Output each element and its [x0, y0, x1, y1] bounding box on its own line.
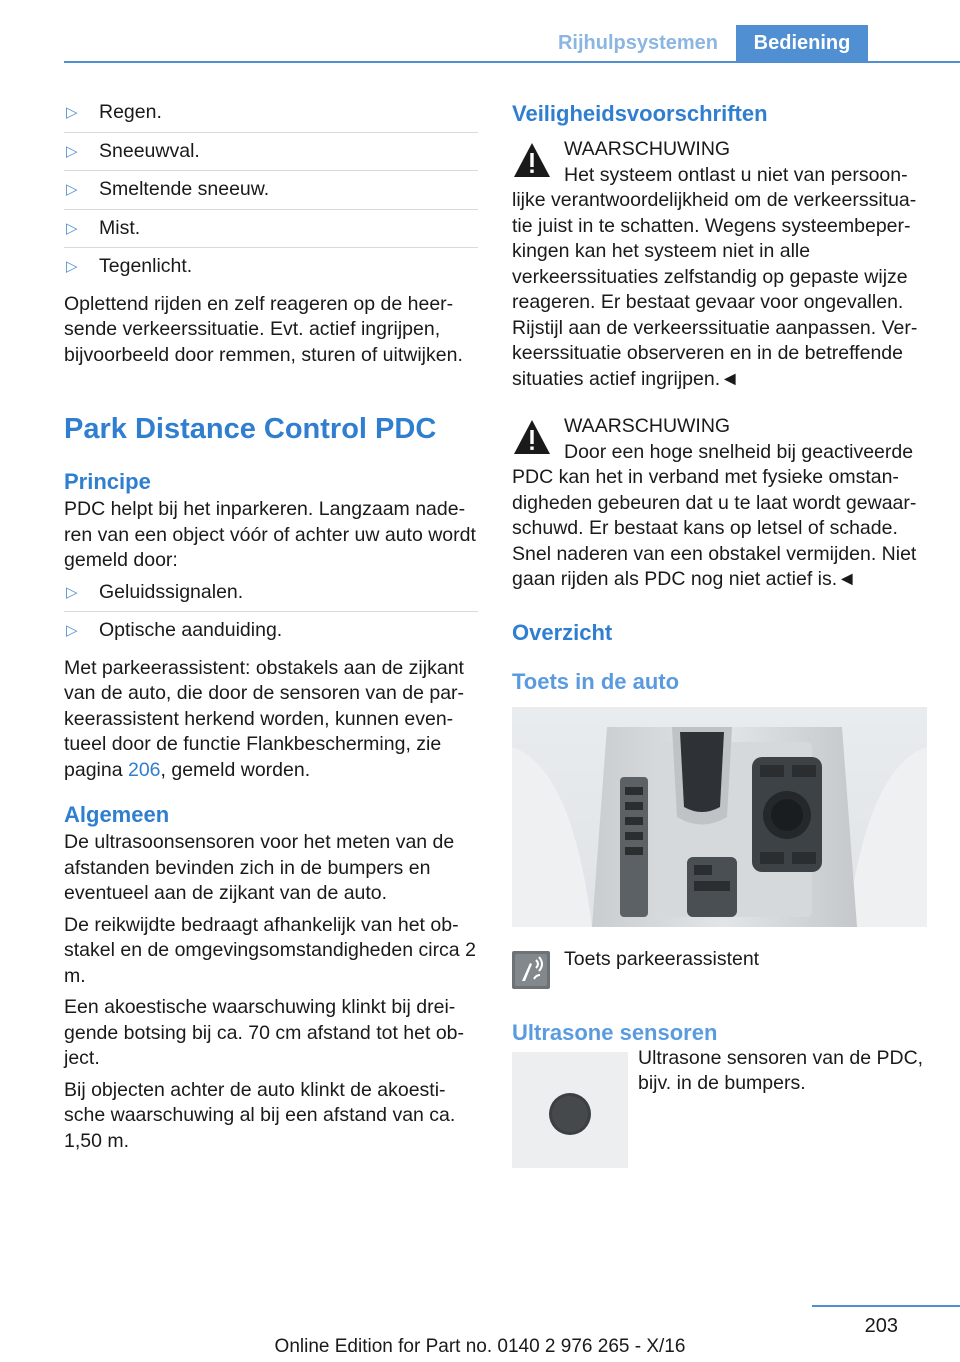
warning-text: Het systeem ontlast u niet van persoon-lijke verantwoordelijkheid om de verkeerssitua-tie juist in te schatten. Wegens systeembeper-kingen kan het systeem niet in alle verkeerssituaties zelfstandig op gepaste wijze reageren. Er bestaat gevaar voor ongevallen. Rijstijl aan de verkeerssituatie aanpassen. Ver-keerssituatie observeren en in de betreffende situaties actief ingrijpen.◄ [512, 163, 918, 390]
footer-rule [812, 1305, 960, 1307]
signals-list [64, 580, 478, 650]
parking-assistant-paragraph [64, 656, 478, 784]
header-rule [64, 61, 960, 63]
list-item-text: Geluidssignalen. [99, 580, 244, 603]
list-item-text: Optische aanduiding. [99, 619, 283, 641]
triangle-bullet-icon: ▷ [66, 142, 78, 160]
attentive-driving-paragraph: Oplettend rijden en zelf reageren op de heer-sende verkeerssituatie. Evt. actief ingrijpen, bijvoorbeeld door remmen, sturen of uitwijken. [64, 292, 463, 366]
warning-text: Door een hoge snelheid bij geactiveerde PDC kan het in verband met fysieke omstan-digheden gebeuren dat u te laat wordt gewaar-schuwd. Er bestaat kans op letsel of schade. Snel naderen van een obstakel vermijden. Niet gaan rijden als PDC nog niet actief is.◄ [512, 440, 917, 590]
warning-icon [512, 139, 552, 183]
warning-label: WAARSCHUWING [564, 415, 731, 437]
algemeen-paragraph-2: De reikwijdte bedraagt afhankelijk van het ob-stakel en de omgevingsomstandigheden circa 2 m. [64, 913, 476, 987]
algemeen-paragraph-4: Bij objecten achter de auto klinkt de akoesti-sche waarschuwing al bij een afstand van ca. 1,50 m. [64, 1078, 456, 1152]
warning-label: WAARSCHUWING [564, 138, 731, 160]
parking-assistant-button-row [512, 947, 930, 991]
list-item [64, 100, 478, 133]
warning-block-2 [512, 414, 930, 593]
list-item [64, 618, 478, 650]
principe-paragraph: PDC helpt bij het inparkeren. Langzaam nade-ren van een object vóór of achter uw auto wordt gemeld door: [64, 498, 476, 571]
warning-icon [512, 416, 552, 460]
right-column [512, 100, 930, 1097]
left-column [64, 100, 478, 1160]
principe-heading: Principe [64, 469, 151, 494]
sensor-text: Ultrasone sensoren van de PDC, bijv. in de bumpers. [638, 1046, 924, 1094]
warning-block-1 [512, 137, 930, 392]
paragraph-text: Met parkeerassistent: obstakels aan de zijkant van de auto, die door de sensoren van de par-keerassistent herkend worden, kunnen even-tueel door de functie Flankbescherming, zie pagina [64, 656, 465, 781]
parking-assistant-icon [512, 951, 550, 989]
overzicht-heading: Overzicht [512, 619, 613, 645]
list-item-text: Regen. [99, 101, 162, 123]
list-item-text: Smeltende sneeuw. [99, 178, 270, 200]
triangle-bullet-icon: ▷ [66, 219, 78, 237]
header-section-tab[interactable]: Rijhulpsystemen [557, 32, 719, 54]
conditions-list [64, 100, 478, 286]
list-item [64, 254, 478, 286]
triangle-bullet-icon: ▷ [66, 258, 78, 275]
page-number: 203 [864, 1315, 898, 1337]
list-item [64, 580, 478, 613]
ultrasonic-sensor-image [512, 1052, 628, 1168]
safety-heading: Veiligheidsvoorschriften [512, 101, 768, 126]
edition-footer: Online Edition for Part no. 0140 2 976 265 - X/16 [274, 1336, 686, 1357]
triangle-bullet-icon: ▷ [66, 181, 78, 198]
button-label: Toets parkeerassistent [564, 947, 760, 970]
triangle-bullet-icon: ▷ [66, 583, 78, 601]
list-item-text: Sneeuwval. [99, 139, 200, 162]
list-item [64, 139, 478, 172]
triangle-bullet-icon: ▷ [66, 622, 78, 639]
center-console-photo [512, 707, 927, 927]
chapter-title: Park Distance Control PDC [64, 413, 437, 445]
algemeen-paragraph-3: Een akoestische waarschuwing klinkt bij drei-gende botsing bij ca. 70 cm afstand tot het ob-ject. [64, 996, 465, 1069]
header-active-tab[interactable]: Bediening [736, 25, 868, 61]
list-item [64, 216, 478, 249]
page-link[interactable]: 206 [127, 758, 161, 781]
toets-heading: Toets in de auto [512, 668, 680, 694]
list-item-text: Tegenlicht. [99, 255, 193, 277]
sensor-block [512, 1046, 930, 1097]
algemeen-heading: Algemeen [64, 802, 170, 827]
sensor-heading: Ultrasone sensoren [512, 1019, 718, 1045]
paragraph-text: , gemeld worden. [160, 758, 311, 781]
algemeen-paragraph-1: De ultrasoonsensoren voor het meten van de afstanden bevinden zich in de bumpers en eventueel aan de zijkant van de auto. [64, 831, 455, 904]
list-item [64, 177, 478, 210]
triangle-bullet-icon: ▷ [66, 104, 78, 121]
list-item-text: Mist. [99, 216, 141, 239]
